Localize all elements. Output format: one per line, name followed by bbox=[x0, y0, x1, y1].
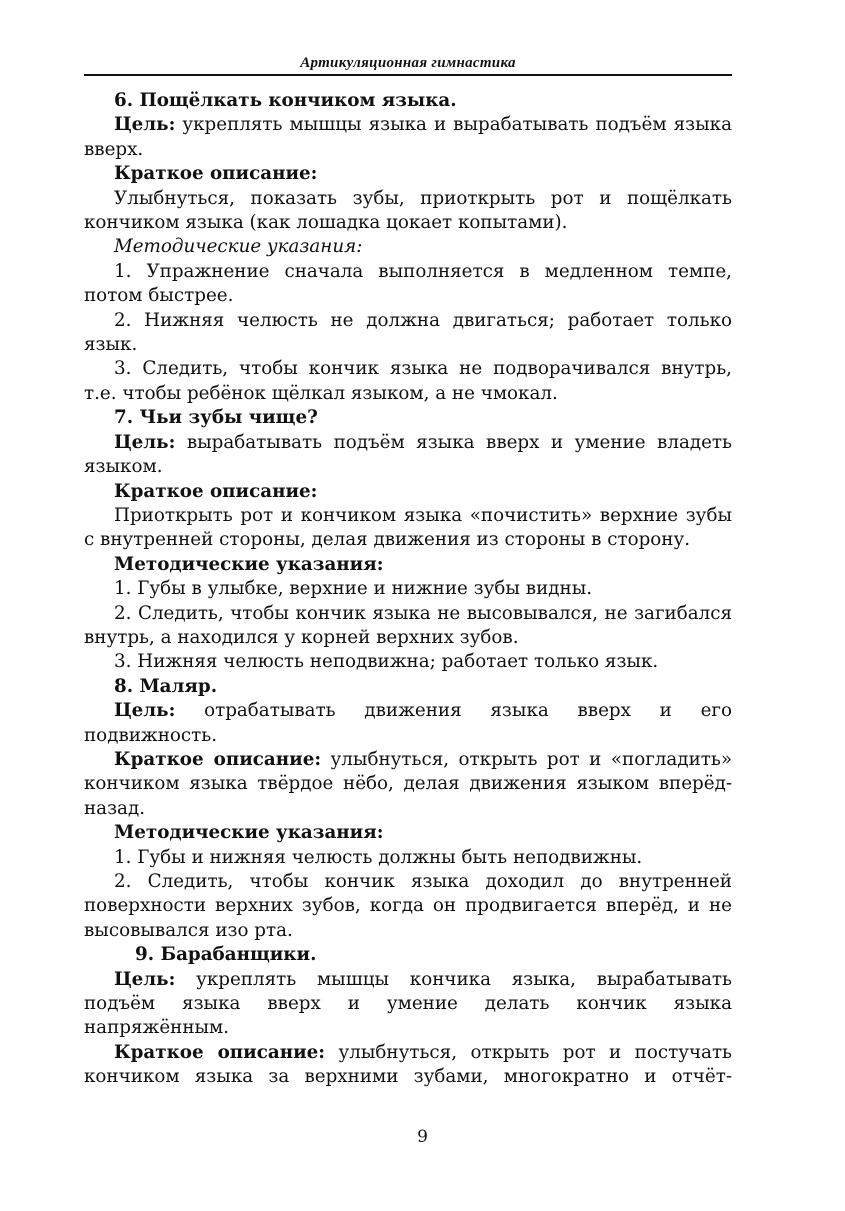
exercise-8-goal bbox=[84, 699, 732, 748]
exercise-6-goal bbox=[84, 113, 732, 162]
exercise-8-note-2: 2. Следить, чтобы кончик языка доходил до внутренней поверхности верхних зубов, когда он продвигается вперёд, и не высовывался изо рта. bbox=[84, 871, 732, 941]
desc-text: улыбнуться, открыть рот и «погладить» кончиком языка твёрдое нёбо, делая движения языком вперёд-назад. bbox=[84, 748, 732, 819]
page-body bbox=[84, 89, 732, 1090]
exercise-9-goal bbox=[84, 968, 732, 1041]
exercise-7-desc: Приоткрыть рот и кончиком языка «почистить» верхние зубы с внутренней стороны, делая движения из стороны в сторону. bbox=[84, 504, 732, 551]
exercise-7-desc-label: Краткое описание: bbox=[114, 480, 318, 502]
goal-label: Цель: bbox=[114, 968, 176, 990]
exercise-8-notes-label: Методические указания: bbox=[114, 822, 384, 844]
exercise-6-note-2: 2. Нижняя челюсть не должна двигаться; работает только язык. bbox=[84, 309, 732, 356]
exercise-6-desc: Улыбнуться, показать зубы, приоткрыть рот и пощёлкать кончиком языка (как лошадка цокает копытами). bbox=[84, 187, 732, 234]
page-number: 9 bbox=[417, 1127, 428, 1147]
exercise-9-desc bbox=[84, 1041, 732, 1090]
goal-label: Цель: bbox=[114, 431, 176, 453]
exercise-6-note-1: 1. Упражнение сначала выполняется в медленном темпе, потом быстрее. bbox=[84, 260, 732, 307]
exercise-7-notes-label: Методические указания: bbox=[114, 553, 384, 575]
exercise-6-notes-label: Методические указания: bbox=[114, 236, 363, 258]
goal-text: вырабатывать подъём языка вверх и умение владеть языком. bbox=[84, 431, 732, 478]
desc-text: улыбнуться, открыть рот и постучать кончиком языка за верхними зубами, многократно и отчёт- bbox=[84, 1041, 733, 1088]
goal-text: укреплять мышцы языка и вырабатывать подъём языка вверх. bbox=[84, 114, 732, 160]
desc-label: Краткое описание: bbox=[114, 1041, 326, 1063]
goal-label: Цель: bbox=[114, 114, 176, 136]
exercise-7-note-3: 3. Нижняя челюсть неподвижна; работает только язык. bbox=[114, 651, 659, 673]
exercise-7-note-2: 2. Следить, чтобы кончик языка не высовывался, не загибался внутрь, а находился у корней верхних зубов. bbox=[84, 602, 732, 648]
exercise-7-heading: 7. Чьи зубы чище? bbox=[114, 407, 318, 429]
exercise-6-heading: 6. Пощёлкать кончиком языка. bbox=[114, 90, 457, 111]
exercise-7-goal bbox=[84, 431, 732, 480]
goal-text: отрабатывать движения языка вверх и его подвижность. bbox=[84, 700, 732, 746]
running-header: Артикуляционная гимнастика bbox=[84, 55, 732, 76]
exercise-8-note-1: 1. Губы и нижняя челюсть должны быть неподвижны. bbox=[114, 846, 643, 868]
exercise-9-heading: 9. Барабанщики. bbox=[135, 944, 317, 966]
goal-label: Цель: bbox=[114, 700, 176, 722]
exercise-6-note-3: 3. Следить, чтобы кончик языка не подворачивался внутрь, т.е. чтобы ребёнок щёлкал языком, а не чмокал. bbox=[84, 358, 732, 404]
exercise-8-desc bbox=[84, 748, 732, 821]
exercise-6-desc-label: Краткое описание: bbox=[114, 163, 318, 185]
exercise-8-heading: 8. Маляр. bbox=[114, 675, 218, 697]
exercise-7-note-1: 1. Губы в улыбке, верхние и нижние зубы видны. bbox=[114, 578, 593, 600]
goal-text: укреплять мышцы кончика языка, вырабатывать подъём языка вверх и умение делать кончик языка напряжённым. bbox=[84, 968, 732, 1039]
desc-label: Краткое описание: bbox=[114, 748, 322, 770]
